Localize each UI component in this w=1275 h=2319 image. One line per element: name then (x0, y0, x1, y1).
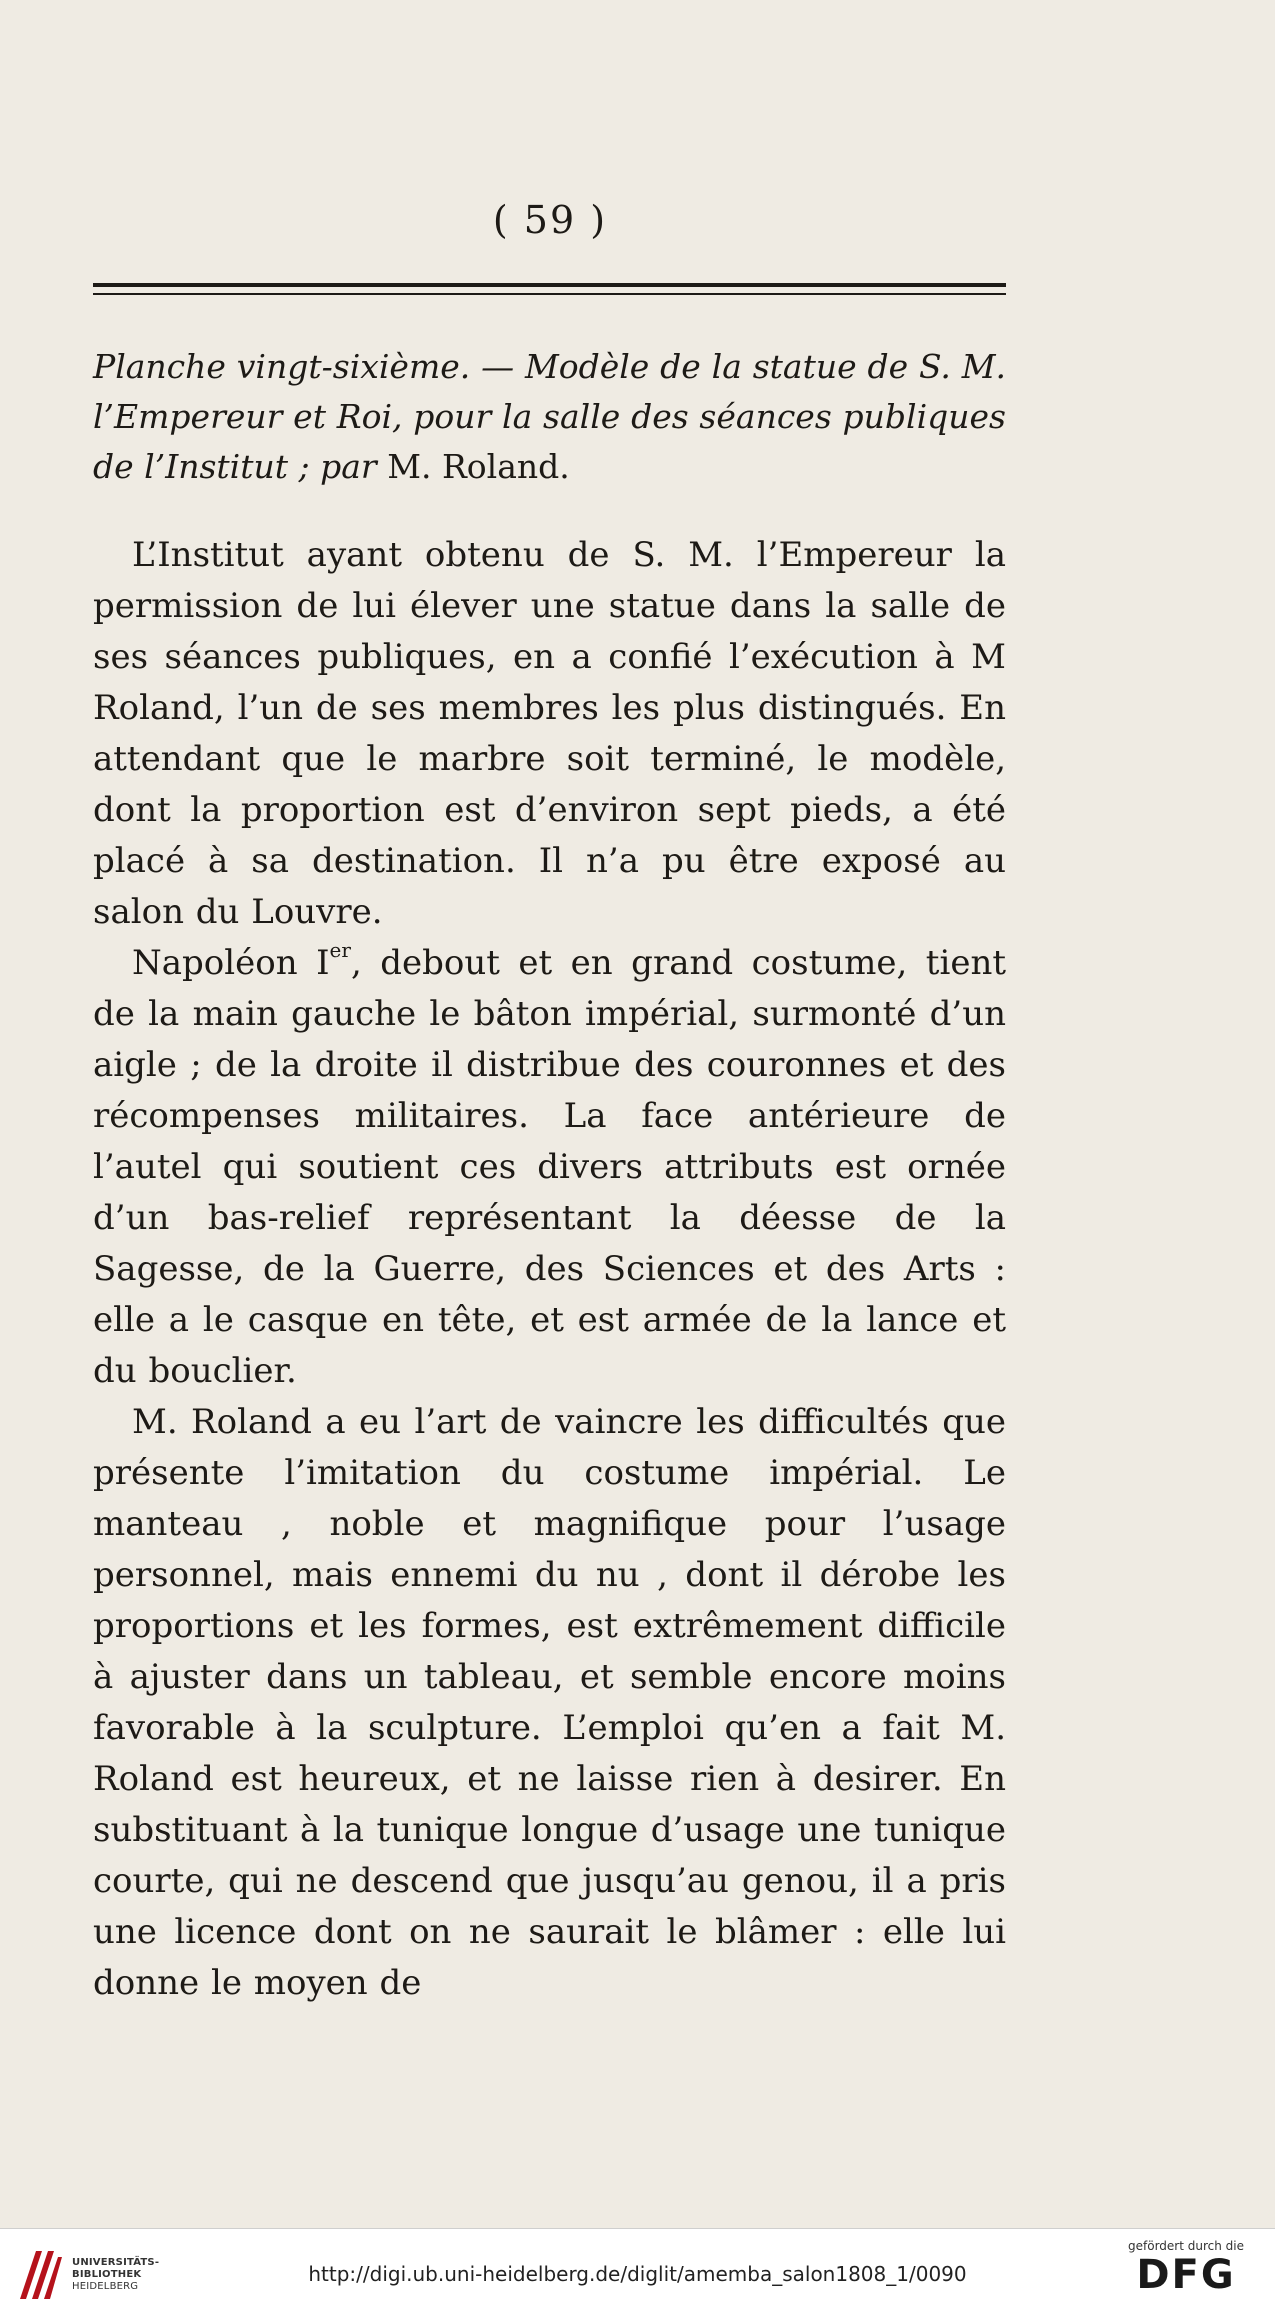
sponsor-badge[interactable] (1111, 2239, 1261, 2309)
sponsor-caption: gefördert durch die (1128, 2239, 1244, 2253)
paragraph-2 (93, 938, 1006, 1397)
logo-line-2: BIBLIOTHEK (72, 2269, 142, 2280)
superscript-er: er (329, 938, 351, 962)
header-rule-thin (93, 293, 1006, 295)
header-rule-thick (93, 283, 1006, 287)
paragraph-2-rest: , debout et en grand costume, tient de la main gauche le bâton impérial, surmonté d’un aigle ; de la droite il distribue des couronnes et des récompenses militaires. La face antérieure de l’autel qui soutient ces divers attributs est ornée d’un bas-relief représentant la déesse de la Sagesse, de la Guerre, des Sciences et des Arts : elle a le casque en tête, et est armée de la lance et du bouclier. (93, 943, 1007, 1391)
plate-heading-title: Planche vingt-sixième. — Modèle de la statue de S. M. l’Empereur et Roi, pour la salle des séances publiques de l’Institut ; par (93, 347, 1006, 486)
dfg-logo: DFG (1136, 2252, 1236, 2298)
permalink-url[interactable]: http://digi.ub.uni-heidelberg.de/diglit/amemba_salon1808_1/0090 (308, 2262, 967, 2286)
logo-line-3: HEIDELBERG (72, 2281, 139, 2292)
viewer-footer (0, 2228, 1275, 2319)
paragraph-2-start: Napoléon I (132, 943, 330, 983)
page-number: ( 59 ) (492, 198, 608, 242)
plate-heading (93, 342, 1006, 492)
plate-heading-author: M. Roland. (387, 447, 570, 486)
paragraph-1: L’Institut ayant obtenu de S. M. l’Empereur la permission de lui élever une statue dans la salle de ses séances publiques, en a confié l’exécution à M Roland, l’un de ses membres les plus distingués. En attendant que le marbre soit terminé, le modèle, dont la proportion est d’environ sept pieds, a été placé à sa destination. Il n’a pu être exposé au salon du Louvre. (93, 535, 1006, 932)
paragraph-3: M. Roland a eu l’art de vaincre les difficultés que présente l’imitation du costume impérial. Le manteau , noble et magnifique pour l’usage personnel, mais ennemi du nu , dont il dérobe les proportions et les formes, est extrêmement difficile à ajuster dans un tableau, et semble encore moins favorable à la sculpture. L’emploi qu’en a fait M. Roland est heureux, et ne laisse rien à desirer. En substituant à la tunique longue d’usage une tunique courte, qui ne descend que jusqu’au genou, il a pris une licence dont on ne saurait le blâmer : elle lui donne le moyen de (93, 1402, 1006, 2003)
body-text (93, 530, 1006, 2009)
logo-line-1: UNIVERSITÄTS- (72, 2257, 160, 2268)
